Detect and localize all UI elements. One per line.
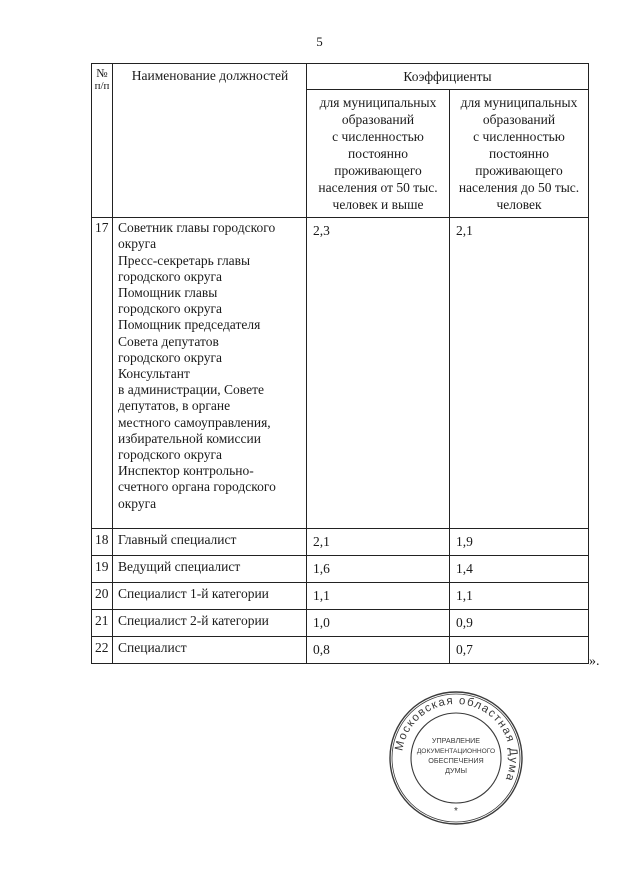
row-position-name: Специалист 2-й категории: [113, 610, 307, 637]
position-name-line: Советник главы городского: [118, 220, 276, 236]
header-col-large-line: человек и выше: [332, 197, 424, 213]
coef-large-value: 1,1: [307, 583, 450, 610]
coef-small-value: 0,9: [450, 610, 589, 637]
position-name-line: Совета депутатов: [118, 333, 219, 349]
position-name-line: городского округа: [118, 301, 223, 317]
header-col-large-line: постоянно: [348, 146, 408, 162]
row-position-names: [113, 218, 307, 529]
row-number: 19: [92, 556, 113, 583]
position-name-line: Консультант: [118, 366, 190, 382]
position-name-line: городского округа: [118, 268, 223, 284]
header-col-large-line: образований: [341, 112, 415, 128]
stamp-center-line: УПРАВЛЕНИЕ: [431, 736, 481, 745]
table-row: [92, 556, 589, 583]
coef-large-value: 0,8: [307, 637, 450, 664]
row-number: 22: [92, 637, 113, 664]
table-row: [92, 637, 589, 664]
stamp-star: *: [454, 806, 458, 817]
coef-large-value: 1,6: [307, 556, 450, 583]
header-col-large-line: населения от 50 тыс.: [318, 180, 438, 196]
header-col-large-municipalities: [307, 90, 450, 218]
stamp-center-line: ДОКУМЕНТАЦИОННОГО: [416, 748, 496, 755]
header-col-small-line: с численностью: [473, 129, 565, 145]
row-number: 18: [92, 529, 113, 556]
header-col-small-line: проживающего: [475, 163, 563, 179]
header-number: [92, 64, 113, 218]
coef-small-value: 1,9: [450, 529, 589, 556]
row-number: 17: [92, 218, 113, 529]
closing-quote: ».: [589, 654, 600, 669]
position-name-line: городского округа: [118, 447, 223, 463]
header-col-small-line: постоянно: [489, 146, 549, 162]
header-col-large-line: для муниципальных: [319, 95, 437, 111]
row-position-name: Специалист 1-й категории: [113, 583, 307, 610]
position-name-line: в администрации, Совете: [118, 382, 264, 398]
coef-large-value: 2,3: [307, 218, 450, 529]
position-name-line: округа: [118, 236, 157, 252]
header-col-small-municipalities: [450, 90, 589, 218]
table-row: [92, 218, 589, 529]
coef-small-value: 0,7: [450, 637, 589, 664]
stamp-center-line: ДУМЫ: [445, 766, 467, 775]
position-name-line: Помощник председателя: [118, 317, 261, 333]
header-col-large-line: с численностью: [332, 129, 424, 145]
row-number: 21: [92, 610, 113, 637]
position-name-line: Инспектор контрольно-: [118, 463, 254, 479]
row-position-name: Главный специалист: [113, 529, 307, 556]
position-name-line: Помощник главы: [118, 285, 218, 301]
stamp-center-line: ОБЕСПЕЧЕНИЯ: [428, 756, 484, 765]
position-name-line: округа: [118, 495, 157, 511]
table-row: [92, 529, 589, 556]
position-name-line: городского округа: [118, 349, 223, 365]
table-row: [92, 583, 589, 610]
row-position-name: Ведущий специалист: [113, 556, 307, 583]
header-col-large-line: проживающего: [334, 163, 422, 179]
position-name-line: избирательной комиссии: [118, 430, 261, 446]
position-name-line: Пресс-секретарь главы: [118, 252, 251, 268]
position-name-line: местного самоуправления,: [118, 414, 271, 430]
coef-small-value: 2,1: [450, 218, 589, 529]
header-position-name: Наименование должностей: [113, 64, 307, 218]
position-name-line: депутатов, в органе: [118, 398, 231, 414]
stamp-seal: [388, 690, 524, 826]
header-col-small-line: для муниципальных: [460, 95, 578, 111]
stamp-ring-text: Московская областная Дума: [393, 694, 520, 784]
header-number-symbol: №: [96, 66, 108, 80]
header-col-small-line: образований: [482, 112, 556, 128]
position-name-line: счетного органа городского: [118, 479, 276, 495]
coef-small-value: 1,4: [450, 556, 589, 583]
row-number: 20: [92, 583, 113, 610]
coef-small-value: 1,1: [450, 583, 589, 610]
table-row: [92, 610, 589, 637]
page-number: 5: [316, 34, 323, 49]
header-col-small-line: населения до 50 тыс.: [458, 180, 580, 196]
header-number-abbr: п/п: [94, 80, 110, 92]
coef-large-value: 2,1: [307, 529, 450, 556]
coefficients-table: [91, 63, 589, 664]
coef-large-value: 1,0: [307, 610, 450, 637]
header-col-small-line: человек: [496, 197, 542, 213]
header-coefficients: Коэффициенты: [307, 64, 589, 90]
row-position-name: Специалист: [113, 637, 307, 664]
